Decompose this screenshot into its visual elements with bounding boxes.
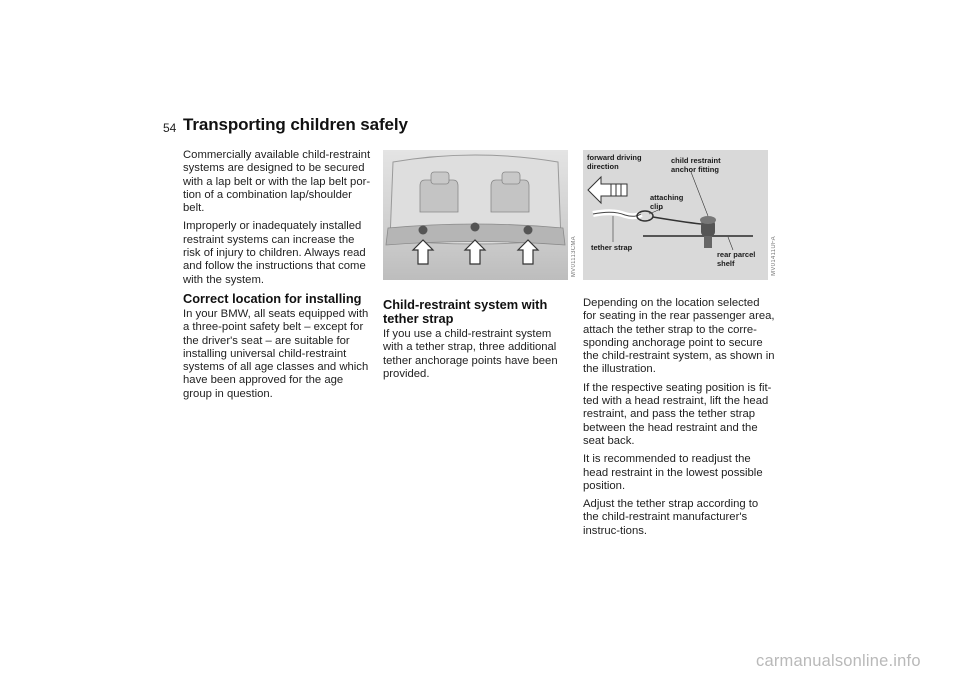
watermark: carmanualsonline.info <box>756 652 921 670</box>
label-tether-strap: tether strap <box>591 243 633 252</box>
label-shelf-line1: rear parcel <box>717 250 756 259</box>
label-clip-line2: clip <box>650 202 663 211</box>
attach-paragraph: Depending on the location selected for seating in the rear passenger area, attach the tether strap to the corre-sponding anchorage point to secure the child-restraint system, as shown in the illustration. <box>583 297 775 376</box>
label-forward-line1: forward driving <box>587 153 642 162</box>
label-clip-line1: attaching <box>650 193 684 202</box>
column-2 <box>383 294 573 386</box>
label-forward-line2: direction <box>587 162 619 171</box>
warning-paragraph: Improperly or inadequately installed restraint systems can increase the risk of injury to children. Always read and follow the instructions that come with the system. <box>183 220 366 286</box>
adjust-strap-paragraph: Adjust the tether strap according to the child-restraint manufacturer's instruc-tions. <box>583 498 759 537</box>
label-shelf-line2: shelf <box>717 259 735 268</box>
rear-seat-anchor-illustration <box>383 150 568 280</box>
page-number: 54 <box>163 121 177 135</box>
section-heading-tether: Child-restraint system with tether strap <box>383 297 548 326</box>
readjust-paragraph: It is recommended to readjust the head restraint in the lowest possible position. <box>583 453 763 492</box>
figure-2-code: MV01411UFA <box>771 236 777 276</box>
installing-paragraph: In your BMW, all seats equipped with a three-point safety belt – except for the driver's seat – are suitable for installing universal child-restraint systems of all age classes and which have been approved for the age group in question. <box>183 307 369 400</box>
section-heading-installing: Correct location for installing <box>183 290 362 306</box>
column-3 <box>583 297 775 543</box>
head-restraint-paragraph: If the respective seating position is fit-ted with a head restraint, lift the head restraint, and pass the tether strap between the head restraint and the seat back. <box>583 381 772 447</box>
label-anchor-line1: child restraint <box>671 156 721 165</box>
tether-strap-diagram <box>583 150 768 280</box>
intro-paragraph: Commercially available child-restraint systems are designed to be secured with a lap belt or with the lap belt por-tion of a combination lap/shoulder belt. <box>183 149 371 215</box>
figure-1-code: MV01113CMA <box>571 236 577 278</box>
label-anchor-line2: anchor fitting <box>671 165 719 174</box>
page-title: Transporting children safely <box>183 115 408 134</box>
column-1 <box>183 149 373 406</box>
tether-paragraph: If you use a child-restraint system with a tether strap, three additional tether anchorage points have been provided. <box>383 328 558 380</box>
